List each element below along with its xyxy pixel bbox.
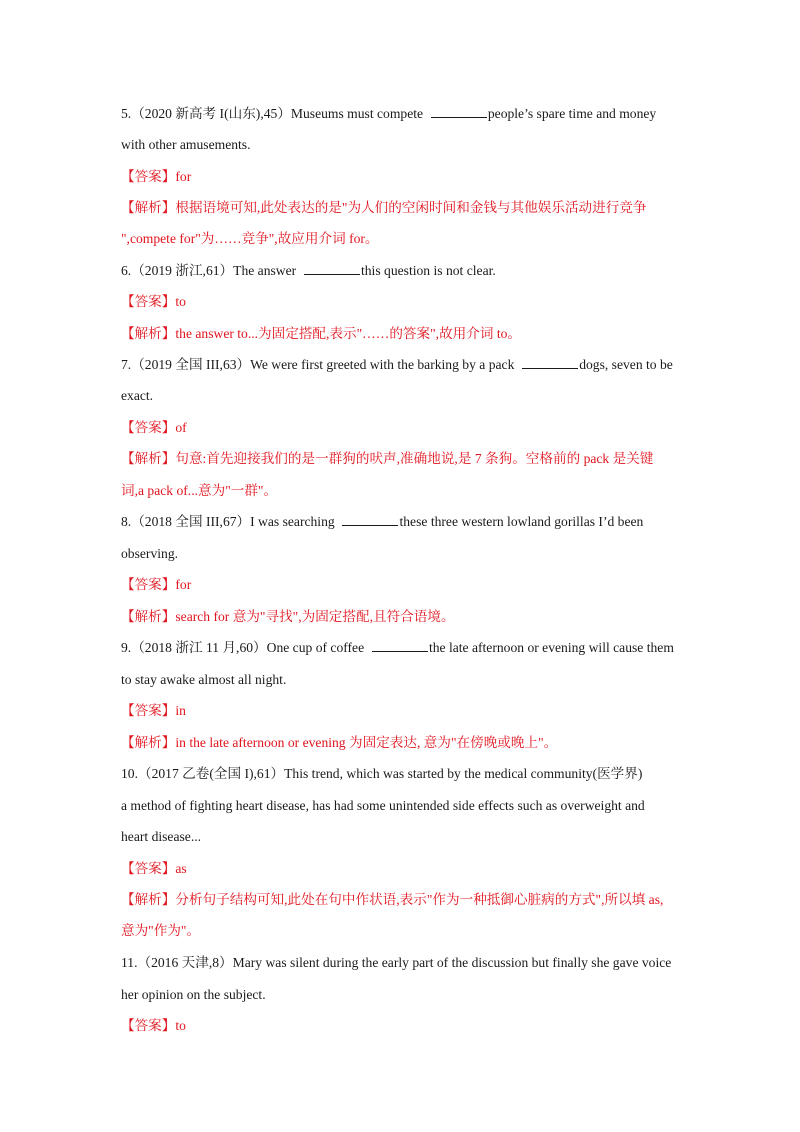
question-9-answer: 【答案】in — [121, 703, 186, 718]
question-9-stem: 9.（2018 浙江 11 月,60）One cup of coffee the late afternoon or evening will cause them — [121, 640, 674, 655]
answer-blank[interactable] — [372, 640, 428, 652]
question-5-stem: 5.（2020 新高考 I(山东),45）Museums must compete people’s spare time and money — [121, 106, 657, 121]
question-8-stem: 8.（2018 全国 III,67）I was searching these three western lowland gorillas I’d been — [121, 514, 644, 529]
question-8-stem-cont: observing. — [121, 546, 179, 561]
answer-blank[interactable] — [431, 106, 487, 118]
answer-blank[interactable] — [522, 357, 578, 369]
question-10-answer: 【答案】as — [121, 861, 187, 876]
question-5-analysis-cont: ",compete for"为……竞争",故应用介词 for。 — [121, 231, 379, 246]
question-11-stem-cont: her opinion on the subject. — [121, 987, 266, 1002]
question-8-answer: 【答案】for — [121, 577, 192, 592]
answer-blank[interactable] — [304, 263, 360, 275]
question-8-analysis: 【解析】search for 意为"寻找",为固定搭配,且符合语境。 — [121, 609, 455, 624]
question-5-analysis: 【解析】根据语境可知,此处表达的是"为人们的空闲时间和金钱与其他娱乐活动进行竞争 — [121, 200, 647, 215]
question-10-analysis-cont: 意为"作为"。 — [121, 923, 201, 938]
question-7-analysis-cont: 词,a pack of...意为"一群"。 — [121, 483, 278, 498]
question-10-stem-cont-2: heart disease... — [121, 829, 202, 844]
question-7-analysis: 【解析】句意:首先迎接我们的是一群狗的吠声,准确地说,是 7 条狗。空格前的 pack 是关键 — [121, 451, 654, 466]
question-11-stem: 11.（2016 天津,8）Mary was silent during the early part of the discussion but finally she gave voice — [121, 955, 672, 970]
question-7-stem: 7.（2019 全国 III,63）We were first greeted with the barking by a pack dogs, seven to be — [121, 357, 673, 372]
question-10-stem: 10.（2017 乙卷(全国 I),61）This trend, which was started by the medical community(医学界) — [121, 766, 643, 781]
question-6-answer: 【答案】to — [121, 294, 186, 309]
question-11-answer: 【答案】to — [121, 1018, 186, 1033]
question-7-stem-cont: exact. — [121, 388, 154, 403]
question-5-answer: 【答案】for — [121, 169, 192, 184]
question-10-stem-cont: a method of fighting heart disease, has had some unintended side effects such as overweight and — [121, 798, 645, 813]
answer-blank[interactable] — [342, 514, 398, 526]
question-7-answer: 【答案】of — [121, 420, 187, 435]
question-6-analysis: 【解析】the answer to...为固定搭配,表示"……的答案",故用介词 to。 — [121, 326, 522, 341]
question-5-stem-cont: with other amusements. — [121, 137, 251, 152]
question-6-stem: 6.（2019 浙江,61）The answer this question is not clear. — [121, 263, 496, 278]
question-9-analysis: 【解析】in the late afternoon or evening 为固定表达, 意为"在傍晚或晚上"。 — [121, 735, 558, 750]
question-9-stem-cont: to stay awake almost all night. — [121, 672, 287, 687]
question-10-analysis: 【解析】分析句子结构可知,此处在句中作状语,表示"作为一种抵御心脏病的方式",所以填 as, — [121, 892, 664, 907]
